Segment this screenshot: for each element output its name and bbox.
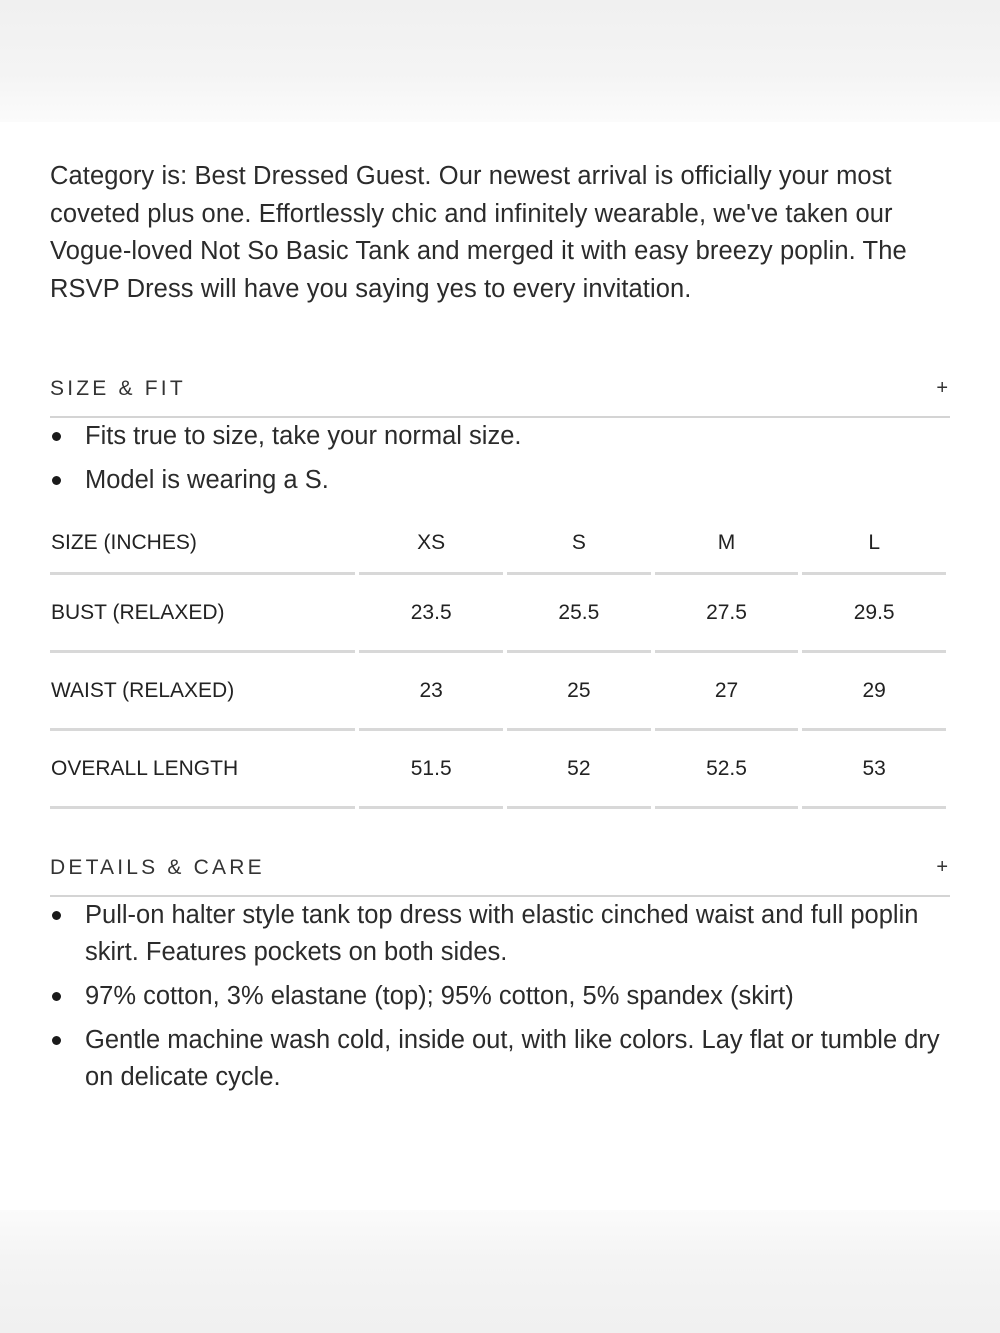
table-cell: BUST (RELAXED) [50,575,355,653]
details-care-accordion-header[interactable] [50,839,950,897]
table-row [50,575,946,653]
table-cell: 23 [359,653,503,731]
table-header-cell: SIZE (INCHES) [50,513,355,575]
expand-plus-icon[interactable]: + [936,377,948,399]
table-cell: 23.5 [359,575,503,653]
bottom-fade-overlay [0,1210,1000,1333]
size-fit-accordion-header[interactable] [50,360,950,418]
table-header-cell: S [507,513,651,575]
table-row [50,653,946,731]
list-item: Pull-on halter style tank top dress with elastic cinched waist and full poplin skirt. Features pockets on both sides. [50,897,950,971]
list-item: Gentle machine wash cold, inside out, with like colors. Lay flat or tumble dry on delicate cycle. [50,1022,950,1096]
expand-plus-icon[interactable]: + [936,856,948,878]
list-item: Fits true to size, take your normal size. [50,418,950,455]
list-item: Model is wearing a S. [50,462,950,499]
product-details [50,158,950,1103]
size-chart-table [46,513,950,809]
size-fit-bullets [50,418,950,499]
table-cell: 25 [507,653,651,731]
table-cell: 27.5 [655,575,799,653]
table-cell: 52 [507,731,651,809]
table-cell: 27 [655,653,799,731]
size-fit-title: SIZE & FIT [50,376,186,400]
table-cell: 29 [802,653,946,731]
table-header-cell: M [655,513,799,575]
table-cell: OVERALL LENGTH [50,731,355,809]
details-care-title: DETAILS & CARE [50,855,265,879]
list-item: 97% cotton, 3% elastane (top); 95% cotton, 5% spandex (skirt) [50,978,950,1015]
table-header-cell: XS [359,513,503,575]
table-cell: 29.5 [802,575,946,653]
table-cell: WAIST (RELAXED) [50,653,355,731]
table-row [50,731,946,809]
table-cell: 53 [802,731,946,809]
table-cell: 51.5 [359,731,503,809]
top-fade-overlay [0,0,1000,122]
table-header-row [50,513,946,575]
table-cell: 25.5 [507,575,651,653]
table-cell: 52.5 [655,731,799,809]
details-care-bullets [50,897,950,1096]
product-description: Category is: Best Dressed Guest. Our newest arrival is officially your most coveted plus one. Effortlessly chic and infinitely wearable, we've taken our Vogue-loved Not So Basic Tank and merged it with easy breezy poplin. The RSVP Dress will have you saying yes to every invitation. [50,162,907,303]
table-header-cell: L [802,513,946,575]
